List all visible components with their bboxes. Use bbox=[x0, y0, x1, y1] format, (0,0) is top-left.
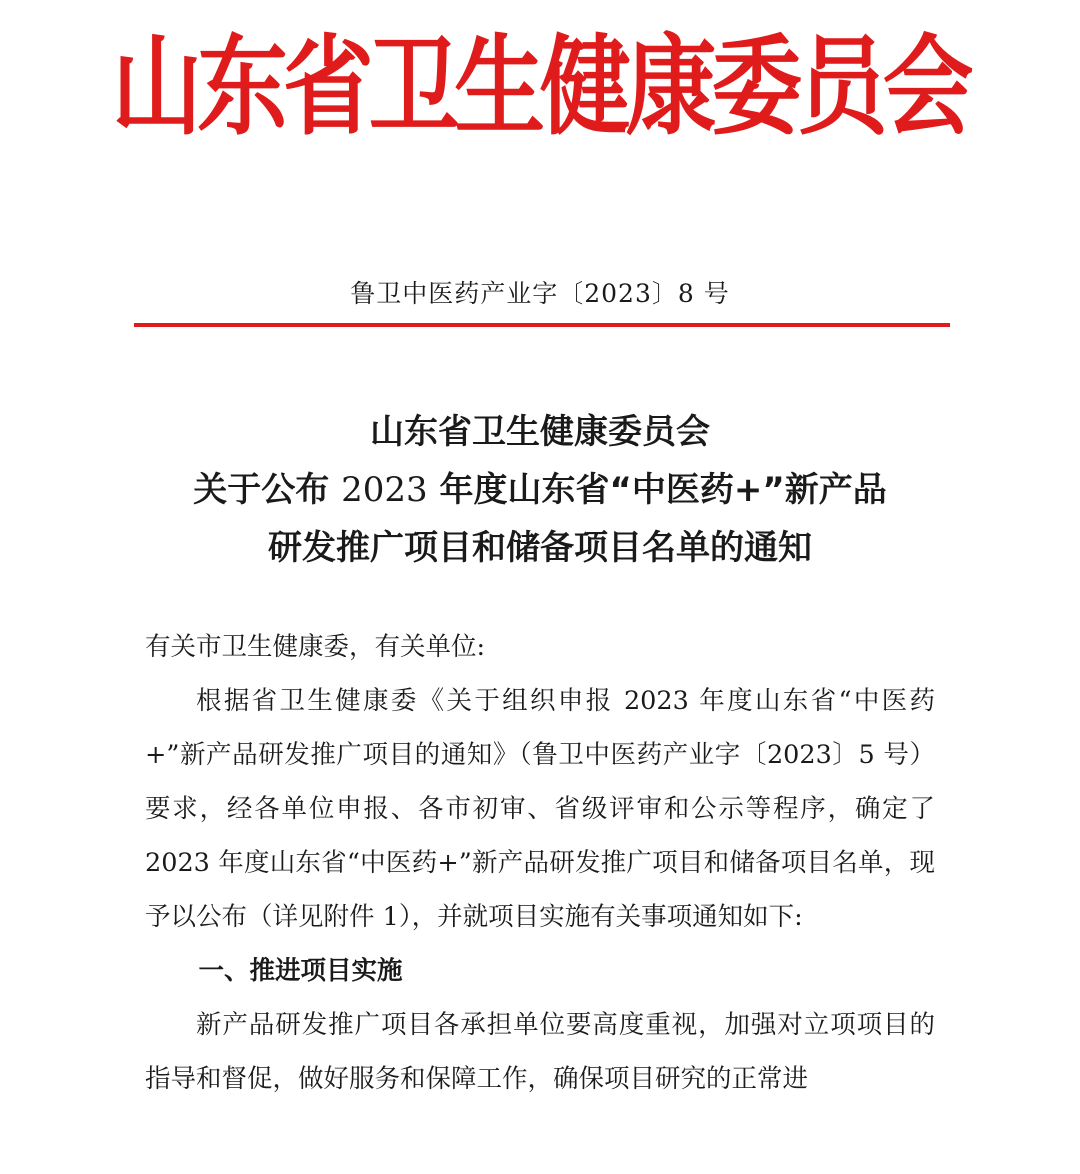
section-heading-1: 一、推进项目实施 bbox=[198, 956, 403, 986]
title-line-2-suffix: 年度山东省“中医药+”新产品 bbox=[439, 470, 887, 510]
document-number: 鲁卫中医药产业字〔2023〕8 号 bbox=[350, 279, 730, 308]
issuing-agency-masthead: 山东省卫生健康委员会 bbox=[111, 25, 969, 150]
red-divider-line bbox=[134, 323, 950, 327]
document-body bbox=[145, 620, 935, 1106]
title-line-2 bbox=[0, 461, 1080, 519]
paragraph-section-1: 新产品研发推广项目各承担单位要高度重视，加强对立项项目的指导和督促，做好服务和保障工作，确保项目研究的正常进 bbox=[145, 1010, 935, 1094]
title-line-3: 研发推广项目和储备项目名单的通知 bbox=[268, 528, 812, 568]
document-title bbox=[0, 403, 1080, 577]
paragraph-intro: 根据省卫生健康委《关于组织申报 2023 年度山东省“中医药+”新产品研发推广项目的通知》（鲁卫中医药产业字〔2023〕5 号）要求，经各单位申报、各市初审、省级评审和公示等程序，确定了 2023 年度山东省“中医药+”新产品研发推广项目和储备项目名单，现予以公布（详见附件 1），并就项目实施有关事项通知如下: bbox=[145, 686, 935, 932]
title-line-1: 山东省卫生健康委员会 bbox=[370, 412, 710, 452]
salutation: 有关市卫生健康委，有关单位: bbox=[145, 632, 486, 662]
title-year: 2023 bbox=[341, 470, 428, 510]
title-line-2-prefix: 关于公布 bbox=[193, 470, 330, 510]
